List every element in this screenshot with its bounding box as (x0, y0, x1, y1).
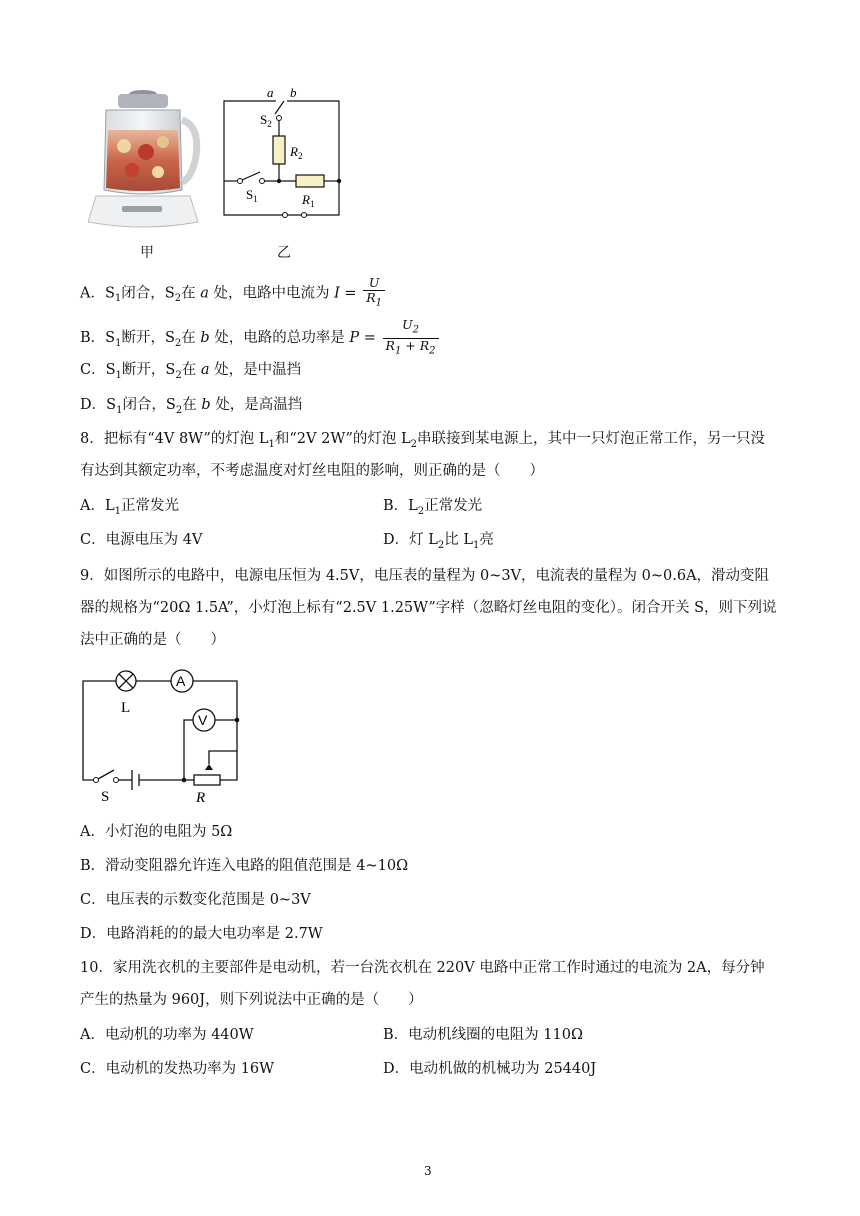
switch-s-label: S (101, 789, 110, 805)
q10-option-d[interactable]: D．电动机做的机械功为 25440J (383, 1061, 597, 1077)
terminal-b-label: b (290, 85, 297, 100)
q9-option-c[interactable]: C．电压表的示数变化范围是 0~3V (80, 892, 311, 908)
q9-option-b[interactable]: B．滑动变阻器允许连入电路的阻值范围是 4~10Ω (80, 858, 409, 874)
circuit-caption: 乙 (277, 245, 291, 261)
q9-option-a[interactable]: A．小灯泡的电阻为 5Ω (80, 824, 233, 840)
q10-option-a[interactable]: A．电动机的功率为 440W (80, 1027, 254, 1043)
q8-option-c[interactable]: C．电源电压为 4V (80, 532, 203, 548)
q10-option-b[interactable]: B．电动机线圈的电阻为 110Ω (383, 1027, 583, 1043)
q10-option-c[interactable]: C．电动机的发热功率为 16W (80, 1061, 275, 1077)
page-number: 3 (424, 1164, 432, 1178)
resistor-r2-label: $R_2$ (290, 144, 303, 161)
q7-option-a[interactable]: A．$S_1$闭合，$S_2$在 a 处，电路中电流为 I = $\frac{U}{R_1}$ (80, 276, 387, 314)
q10-stem-line2: 产生的热量为 960J，则下列说法中正确的是（ ） (80, 992, 423, 1008)
q9-stem-line3: 法中正确的是（ ） (80, 632, 225, 648)
kettle-image (88, 86, 203, 234)
q9-stem-line2: 器的规格为“20Ω 1.5A”，小灯泡上标有“2.5V 1.25W”字样（忽略灯丝电阻的变化）。闭合开关 S，则下列说 (80, 600, 777, 616)
q9-option-d[interactable]: D．电路消耗的的最大电功率是 2.7W (80, 926, 323, 942)
q7-option-c[interactable]: C．$S_1$断开，$S_2$在 a 处，是中温挡 (80, 362, 302, 381)
q7-option-b[interactable]: B．$S_1$断开，$S_2$在 b 处，电路的总功率是 P = $\frac{U_2}{R_1 + R_2}$ (80, 318, 441, 359)
rheostat-r-label: R (196, 790, 206, 806)
q8-stem-line2: 有达到其额定功率，不考虑温度对灯丝电阻的影响，则正确的是（ ） (80, 463, 544, 479)
power-formula-fraction: $\frac{U_2}{R_1 + R_2}$ (383, 318, 439, 358)
terminal-a-label: a (267, 85, 274, 100)
voltmeter-label: V (198, 712, 208, 728)
q8-stem-line1: 8．把标有“4V 8W”的灯泡 $L_1$和“2V 2W”的灯泡 $L_2$串联接到某电源上，其中一只灯泡正常工作，另一只没 (80, 431, 766, 450)
heater-circuit-diagram (214, 84, 354, 224)
kettle-caption: 甲 (140, 245, 154, 261)
q8-option-a[interactable]: A．$L_1$正常发光 (80, 498, 179, 517)
ammeter-label: A (176, 673, 186, 689)
q8-option-d[interactable]: D．灯 $L_2$比 $L_1$亮 (383, 532, 494, 551)
resistor-r1-label: $R_1$ (302, 192, 315, 209)
lamp-label: L (121, 700, 131, 716)
q7-option-d[interactable]: D．$S_1$闭合，$S_2$在 b 处，是高温挡 (80, 397, 303, 416)
switch-s2-label: $S_2$ (260, 112, 272, 129)
q9-stem-line1: 9．如图所示的电路中，电源电压恒为 4.5V，电压表的量程为 0~3V，电流表的量程为 0~0.6A，滑动变阻 (80, 568, 770, 584)
q8-option-b[interactable]: B．$L_2$正常发光 (383, 498, 483, 517)
lamp-meter-circuit-diagram (76, 664, 256, 806)
current-formula-fraction: $\frac{U}{R_1}$ (363, 276, 385, 311)
switch-s1-label: $S_1$ (246, 187, 258, 204)
q10-stem-line1: 10．家用洗衣机的主要部件是电动机，若一台洗衣机在 220V 电路中正常工作时通过的电流为 2A，每分钟 (80, 960, 765, 976)
